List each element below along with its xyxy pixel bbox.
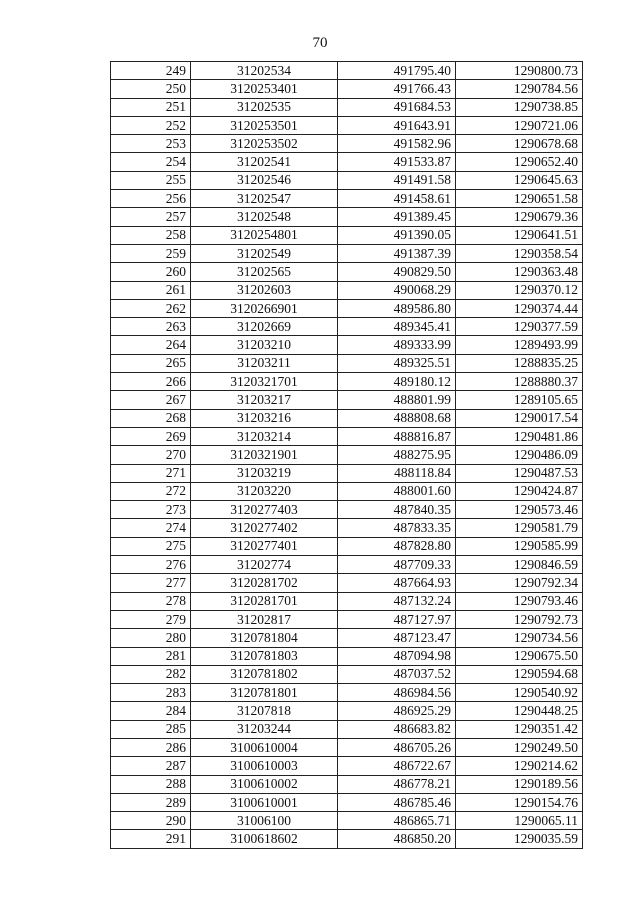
point-code-cell: 31203211 [191, 354, 338, 372]
point-number-cell: 276 [111, 556, 191, 574]
x-coordinate-cell: 489333.99 [338, 336, 456, 354]
point-number-cell: 268 [111, 409, 191, 427]
y-coordinate-cell: 1290792.73 [456, 610, 583, 628]
point-number-cell: 249 [111, 62, 191, 80]
point-number-cell: 286 [111, 738, 191, 756]
y-coordinate-cell: 1290800.73 [456, 62, 583, 80]
point-code-cell: 31202541 [191, 153, 338, 171]
point-number-cell: 287 [111, 757, 191, 775]
point-code-cell: 3120253501 [191, 116, 338, 134]
table-row [111, 684, 583, 702]
y-coordinate-cell: 1290784.56 [456, 80, 583, 98]
table-row [111, 592, 583, 610]
y-coordinate-cell: 1290065.11 [456, 812, 583, 830]
table-row [111, 354, 583, 372]
table-row [111, 757, 583, 775]
table-row [111, 208, 583, 226]
y-coordinate-cell: 1290377.59 [456, 318, 583, 336]
point-code-cell: 31207818 [191, 702, 338, 720]
point-code-cell: 31203214 [191, 427, 338, 445]
y-coordinate-cell: 1290351.42 [456, 720, 583, 738]
point-number-cell: 275 [111, 537, 191, 555]
x-coordinate-cell: 491684.53 [338, 98, 456, 116]
point-code-cell: 3100610003 [191, 757, 338, 775]
point-number-cell: 291 [111, 830, 191, 848]
x-coordinate-cell: 487709.33 [338, 556, 456, 574]
table-row [111, 98, 583, 116]
point-number-cell: 265 [111, 354, 191, 372]
y-coordinate-cell: 1290448.25 [456, 702, 583, 720]
point-number-cell: 260 [111, 263, 191, 281]
point-number-cell: 257 [111, 208, 191, 226]
table-row [111, 62, 583, 80]
x-coordinate-cell: 487833.35 [338, 519, 456, 537]
y-coordinate-cell: 1290358.54 [456, 244, 583, 262]
point-number-cell: 256 [111, 190, 191, 208]
table-row [111, 427, 583, 445]
x-coordinate-cell: 486778.21 [338, 775, 456, 793]
x-coordinate-cell: 487664.93 [338, 574, 456, 592]
point-number-cell: 250 [111, 80, 191, 98]
y-coordinate-cell: 1289105.65 [456, 391, 583, 409]
point-code-cell: 31203210 [191, 336, 338, 354]
x-coordinate-cell: 487127.97 [338, 610, 456, 628]
y-coordinate-cell: 1290679.36 [456, 208, 583, 226]
y-coordinate-cell: 1290678.68 [456, 135, 583, 153]
y-coordinate-cell: 1290540.92 [456, 684, 583, 702]
x-coordinate-cell: 487123.47 [338, 629, 456, 647]
table-row [111, 720, 583, 738]
y-coordinate-cell: 1290035.59 [456, 830, 583, 848]
point-code-cell: 3100610004 [191, 738, 338, 756]
point-number-cell: 274 [111, 519, 191, 537]
x-coordinate-cell: 486925.29 [338, 702, 456, 720]
x-coordinate-cell: 491458.61 [338, 190, 456, 208]
table-row [111, 537, 583, 555]
point-number-cell: 290 [111, 812, 191, 830]
table-row [111, 812, 583, 830]
table-row [111, 702, 583, 720]
table-row [111, 629, 583, 647]
point-code-cell: 31203217 [191, 391, 338, 409]
y-coordinate-cell: 1290486.09 [456, 446, 583, 464]
x-coordinate-cell: 487094.98 [338, 647, 456, 665]
point-code-cell: 3120321701 [191, 373, 338, 391]
table-row [111, 171, 583, 189]
point-number-cell: 269 [111, 427, 191, 445]
y-coordinate-cell: 1290594.68 [456, 665, 583, 683]
point-code-cell: 3120781803 [191, 647, 338, 665]
point-code-cell: 3120254801 [191, 226, 338, 244]
point-code-cell: 3120253502 [191, 135, 338, 153]
table-row [111, 116, 583, 134]
point-number-cell: 264 [111, 336, 191, 354]
point-number-cell: 283 [111, 684, 191, 702]
x-coordinate-cell: 486984.56 [338, 684, 456, 702]
table-row [111, 190, 583, 208]
x-coordinate-cell: 486850.20 [338, 830, 456, 848]
point-code-cell: 3120281702 [191, 574, 338, 592]
x-coordinate-cell: 490829.50 [338, 263, 456, 281]
table-row [111, 318, 583, 336]
y-coordinate-cell: 1290363.48 [456, 263, 583, 281]
table-row [111, 464, 583, 482]
table-row [111, 830, 583, 848]
point-number-cell: 282 [111, 665, 191, 683]
point-number-cell: 277 [111, 574, 191, 592]
point-code-cell: 3120321901 [191, 446, 338, 464]
x-coordinate-cell: 489180.12 [338, 373, 456, 391]
y-coordinate-cell: 1290249.50 [456, 738, 583, 756]
table-row [111, 556, 583, 574]
point-code-cell: 3120781801 [191, 684, 338, 702]
y-coordinate-cell: 1290487.53 [456, 464, 583, 482]
point-number-cell: 284 [111, 702, 191, 720]
table-row [111, 409, 583, 427]
point-code-cell: 31202549 [191, 244, 338, 262]
x-coordinate-cell: 488001.60 [338, 482, 456, 500]
y-coordinate-cell: 1290189.56 [456, 775, 583, 793]
table-row [111, 281, 583, 299]
y-coordinate-cell: 1290017.54 [456, 409, 583, 427]
point-number-cell: 270 [111, 446, 191, 464]
y-coordinate-cell: 1290585.99 [456, 537, 583, 555]
point-number-cell: 254 [111, 153, 191, 171]
x-coordinate-cell: 491795.40 [338, 62, 456, 80]
point-code-cell: 3100610001 [191, 793, 338, 811]
x-coordinate-cell: 489586.80 [338, 299, 456, 317]
table-row [111, 665, 583, 683]
table-row [111, 793, 583, 811]
y-coordinate-cell: 1288835.25 [456, 354, 583, 372]
x-coordinate-cell: 486785.46 [338, 793, 456, 811]
x-coordinate-cell: 487132.24 [338, 592, 456, 610]
x-coordinate-cell: 487840.35 [338, 501, 456, 519]
y-coordinate-cell: 1290738.85 [456, 98, 583, 116]
x-coordinate-cell: 491390.05 [338, 226, 456, 244]
point-code-cell: 3120781802 [191, 665, 338, 683]
point-code-cell: 31202669 [191, 318, 338, 336]
y-coordinate-cell: 1290721.06 [456, 116, 583, 134]
table-row [111, 263, 583, 281]
table-row [111, 482, 583, 500]
point-code-cell: 31202547 [191, 190, 338, 208]
x-coordinate-cell: 489325.51 [338, 354, 456, 372]
y-coordinate-cell: 1290792.34 [456, 574, 583, 592]
point-number-cell: 280 [111, 629, 191, 647]
point-number-cell: 258 [111, 226, 191, 244]
x-coordinate-cell: 486683.82 [338, 720, 456, 738]
y-coordinate-cell: 1290846.59 [456, 556, 583, 574]
point-code-cell: 31202774 [191, 556, 338, 574]
y-coordinate-cell: 1288880.37 [456, 373, 583, 391]
point-code-cell: 3120253401 [191, 80, 338, 98]
x-coordinate-cell: 487828.80 [338, 537, 456, 555]
y-coordinate-cell: 1290652.40 [456, 153, 583, 171]
coordinates-table [110, 61, 583, 849]
y-coordinate-cell: 1290481.86 [456, 427, 583, 445]
y-coordinate-cell: 1290793.46 [456, 592, 583, 610]
point-code-cell: 31203244 [191, 720, 338, 738]
x-coordinate-cell: 486865.71 [338, 812, 456, 830]
table-row [111, 226, 583, 244]
point-number-cell: 272 [111, 482, 191, 500]
y-coordinate-cell: 1290581.79 [456, 519, 583, 537]
point-number-cell: 288 [111, 775, 191, 793]
table-row [111, 135, 583, 153]
point-number-cell: 281 [111, 647, 191, 665]
point-code-cell: 31203219 [191, 464, 338, 482]
point-number-cell: 267 [111, 391, 191, 409]
x-coordinate-cell: 491389.45 [338, 208, 456, 226]
point-code-cell: 3120277403 [191, 501, 338, 519]
x-coordinate-cell: 491643.91 [338, 116, 456, 134]
point-code-cell: 31202548 [191, 208, 338, 226]
table-row [111, 738, 583, 756]
x-coordinate-cell: 488275.95 [338, 446, 456, 464]
point-number-cell: 262 [111, 299, 191, 317]
point-number-cell: 255 [111, 171, 191, 189]
x-coordinate-cell: 489345.41 [338, 318, 456, 336]
point-code-cell: 31202535 [191, 98, 338, 116]
point-code-cell: 31202534 [191, 62, 338, 80]
y-coordinate-cell: 1290370.12 [456, 281, 583, 299]
x-coordinate-cell: 486722.67 [338, 757, 456, 775]
x-coordinate-cell: 491766.43 [338, 80, 456, 98]
point-number-cell: 273 [111, 501, 191, 519]
table-row [111, 775, 583, 793]
x-coordinate-cell: 490068.29 [338, 281, 456, 299]
x-coordinate-cell: 488808.68 [338, 409, 456, 427]
y-coordinate-cell: 1290154.76 [456, 793, 583, 811]
point-number-cell: 289 [111, 793, 191, 811]
point-code-cell: 31203220 [191, 482, 338, 500]
table-row [111, 446, 583, 464]
point-code-cell: 3120266901 [191, 299, 338, 317]
point-number-cell: 285 [111, 720, 191, 738]
y-coordinate-cell: 1290734.56 [456, 629, 583, 647]
y-coordinate-cell: 1290573.46 [456, 501, 583, 519]
point-code-cell: 31006100 [191, 812, 338, 830]
table-row [111, 610, 583, 628]
point-number-cell: 261 [111, 281, 191, 299]
point-number-cell: 259 [111, 244, 191, 262]
x-coordinate-cell: 488816.87 [338, 427, 456, 445]
point-number-cell: 253 [111, 135, 191, 153]
x-coordinate-cell: 491582.96 [338, 135, 456, 153]
point-code-cell: 3120281701 [191, 592, 338, 610]
y-coordinate-cell: 1290214.62 [456, 757, 583, 775]
table-row [111, 373, 583, 391]
table-row [111, 153, 583, 171]
point-code-cell: 3100610002 [191, 775, 338, 793]
x-coordinate-cell: 486705.26 [338, 738, 456, 756]
y-coordinate-cell: 1290424.87 [456, 482, 583, 500]
point-code-cell: 31202546 [191, 171, 338, 189]
y-coordinate-cell: 1290645.63 [456, 171, 583, 189]
y-coordinate-cell: 1290374.44 [456, 299, 583, 317]
table-row [111, 336, 583, 354]
point-code-cell: 31202565 [191, 263, 338, 281]
point-number-cell: 263 [111, 318, 191, 336]
table-row [111, 501, 583, 519]
x-coordinate-cell: 491533.87 [338, 153, 456, 171]
point-number-cell: 252 [111, 116, 191, 134]
x-coordinate-cell: 488801.99 [338, 391, 456, 409]
y-coordinate-cell: 1290675.50 [456, 647, 583, 665]
point-number-cell: 279 [111, 610, 191, 628]
y-coordinate-cell: 1290641.51 [456, 226, 583, 244]
table-row [111, 244, 583, 262]
y-coordinate-cell: 1289493.99 [456, 336, 583, 354]
table-row [111, 299, 583, 317]
point-code-cell: 3120781804 [191, 629, 338, 647]
point-number-cell: 271 [111, 464, 191, 482]
point-code-cell: 31202603 [191, 281, 338, 299]
x-coordinate-cell: 488118.84 [338, 464, 456, 482]
y-coordinate-cell: 1290651.58 [456, 190, 583, 208]
point-number-cell: 278 [111, 592, 191, 610]
point-number-cell: 251 [111, 98, 191, 116]
point-code-cell: 3120277401 [191, 537, 338, 555]
x-coordinate-cell: 491387.39 [338, 244, 456, 262]
page-number: 70 [312, 35, 328, 51]
table-row [111, 574, 583, 592]
point-number-cell: 266 [111, 373, 191, 391]
table-row [111, 647, 583, 665]
point-code-cell: 3120277402 [191, 519, 338, 537]
x-coordinate-cell: 491491.58 [338, 171, 456, 189]
table-row [111, 80, 583, 98]
table-row [111, 519, 583, 537]
table-row [111, 391, 583, 409]
point-code-cell: 31203216 [191, 409, 338, 427]
point-code-cell: 3100618602 [191, 830, 338, 848]
point-code-cell: 31202817 [191, 610, 338, 628]
x-coordinate-cell: 487037.52 [338, 665, 456, 683]
coordinates-table-body [111, 62, 583, 849]
